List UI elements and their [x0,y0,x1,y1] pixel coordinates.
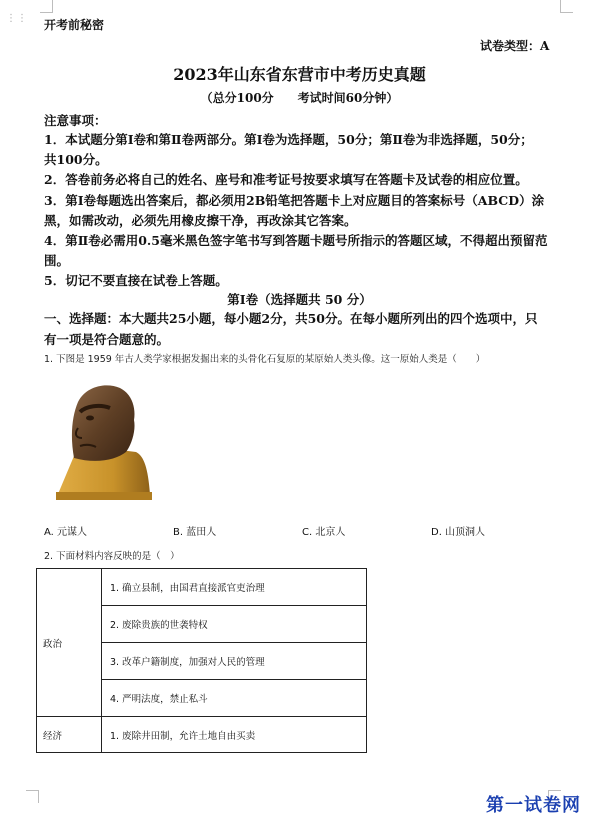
notes-line: 黑，如需改动，必须先用橡皮擦干净，再改涂其它答案。 [44,213,357,228]
table-category-cell: 政治 [37,569,102,717]
drag-handle-icon[interactable]: ⋮⋮ [6,13,28,24]
confidential-label: 开考前秘密 [44,18,105,32]
option-b[interactable]: B. 蓝田人 [173,527,217,538]
notes-heading: 注意事项： [44,113,107,128]
table-cell: 4. 严明法度，禁止私斗 [102,680,367,717]
notes-line: 共100分。 [44,152,108,167]
table-cell: 1. 废除井田制，允许土地自由买卖 [102,717,367,753]
page-title: 2023年山东省东营市中考历史真题 [173,65,426,84]
crop-mark-top-left [40,0,53,13]
option-a[interactable]: A. 元谋人 [44,527,88,538]
bust-sculpture-icon [44,372,156,504]
table-row [37,717,367,753]
paper-type-label: 试卷类型：A [480,39,550,53]
watermark-logo: 第一试卷网 [486,795,581,816]
notes-line: 5．切记不要直接在试卷上答题。 [44,273,228,288]
table-cell: 2. 废除贵族的世袭特权 [102,606,367,643]
table-row [37,569,367,606]
notes-line: 3．第Ⅰ卷每题选出答案后，都必须用2B铅笔把答题卡上对应题目的答案标号（ABCD）涂 [44,193,545,208]
material-table [36,568,367,753]
table-cell: 3. 改革户籍制度，加强对人民的管理 [102,643,367,680]
section-instruction: 有一项是符合题意的。 [44,332,170,347]
section-heading: 第Ⅰ卷（选择题共 50 分） [227,292,372,307]
question-2-text: 2. 下面材料内容反映的是（ ） [44,551,180,562]
question-1-text: 1. 下图是 1959 年古人类学家根据发掘出来的头骨化石复原的某原始人类头像。这一原始人类是（ ） [44,354,486,365]
notes-line: 2．答卷前务必将自己的姓名、座号和准考证号按要求填写在答题卡及试卷的相应位置。 [44,172,528,187]
section-instruction: 一、选择题：本大题共25小题，每小题2分，共50分。在每小题所列出的四个选项中，只 [44,311,538,326]
notes-line: 围。 [44,253,70,268]
notes-line: 4．第Ⅱ卷必需用0.5毫米黑色签字笔书写到答题卡题号所指示的答题区域，不得超出预留范 [44,233,548,248]
page-subtitle: （总分100分 考试时间60分钟） [200,91,399,105]
table-cell: 1. 确立县制，由国君直接派官吏治理 [102,569,367,606]
option-d[interactable]: D. 山顶洞人 [431,527,486,538]
notes-line: 1．本试题分第Ⅰ卷和第Ⅱ卷两部分。第Ⅰ卷为选择题，50分；第Ⅱ卷为非选择题，50分； [44,132,533,147]
option-c[interactable]: C. 北京人 [302,527,346,538]
crop-mark-top-right [560,0,573,13]
crop-mark-bottom-left [26,790,39,803]
table-category-cell: 经济 [37,717,102,753]
